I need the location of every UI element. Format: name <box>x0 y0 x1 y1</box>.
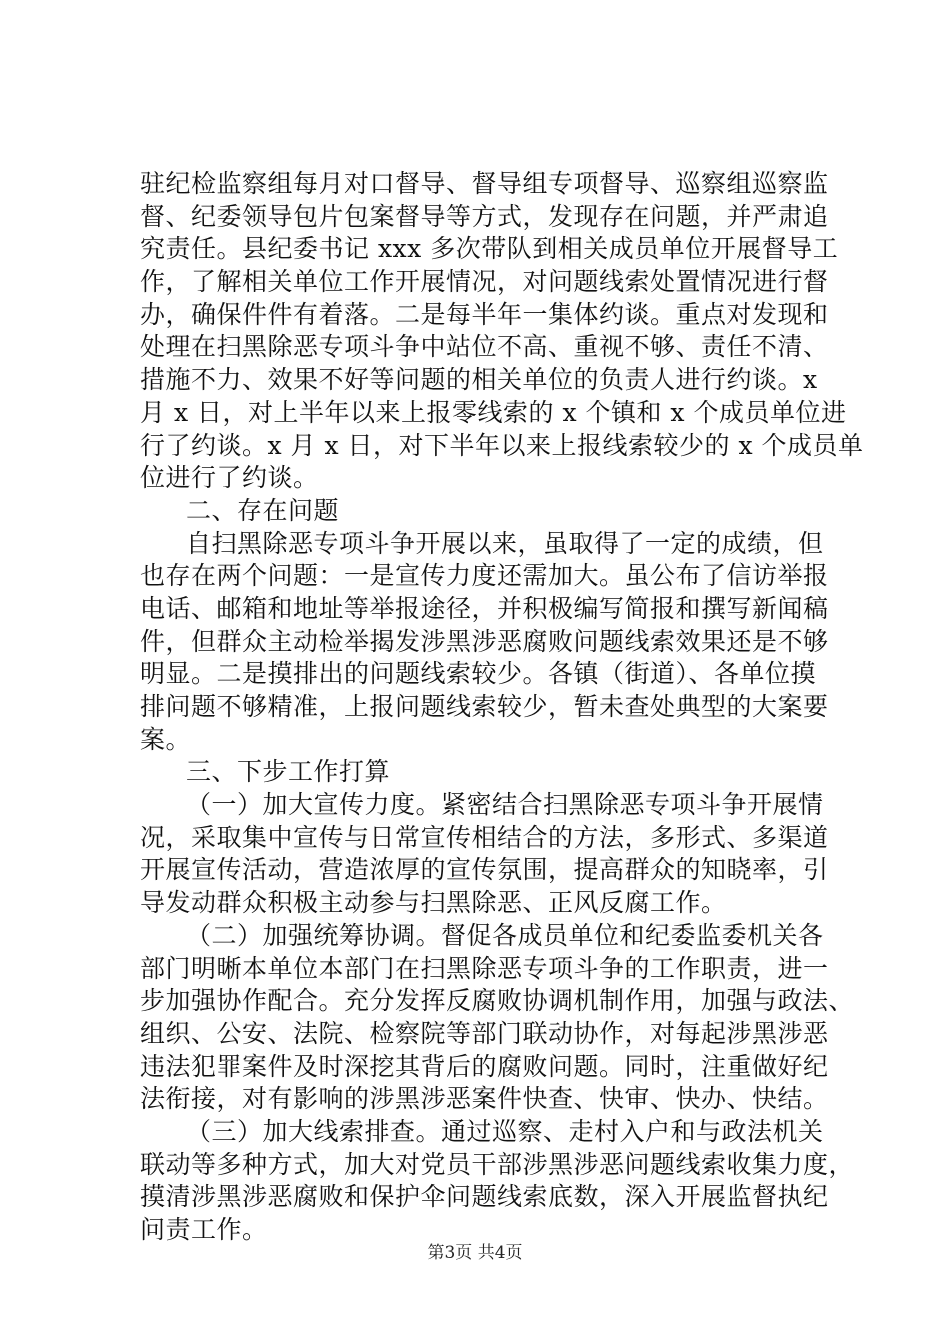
body-line: 组织、公安、法院、检察院等部门联动协作，对每起涉黑涉恶 <box>140 1018 829 1048</box>
body-line: 督、纪委领导包片包案督导等方式，发现存在问题，并严肃追 <box>140 201 829 231</box>
body-line: 也存在两个问题：一是宣传力度还需加大。虽公布了信访举报 <box>140 561 829 591</box>
body-line: 电话、邮箱和地址等举报途径，并积极编写简报和撰写新闻稿 <box>140 593 829 623</box>
body-line: 措施不力、效果不好等问题的相关单位的负责人进行约谈。x <box>140 365 818 395</box>
page-number-footer: 第3页 共4页 <box>427 1243 523 1263</box>
section-heading: 三、下步工作打算 <box>186 757 391 787</box>
section-heading: 二、存在问题 <box>186 495 340 525</box>
body-line: 开展宣传活动，营造浓厚的宣传氛围，提高群众的知晓率，引 <box>140 855 829 885</box>
body-line: 作，了解相关单位工作开展情况，对问题线索处置情况进行督 <box>140 267 829 297</box>
body-line: 问责工作。 <box>140 1215 268 1244</box>
body-line: 案。 <box>140 724 192 754</box>
body-line: 况，采取集中宣传与日常宣传相结合的方法，多形式、多渠道 <box>140 822 829 852</box>
body-line: 违法犯罪案件及时深挖其背后的腐败问题。同时，注重做好纪 <box>140 1051 829 1081</box>
paragraph-first-line: （一）加大宣传力度。紧密结合扫黑除恶专项斗争开展情 <box>186 790 824 820</box>
body-line: 位进行了约谈。 <box>140 463 319 493</box>
body-line: 法衔接，对有影响的涉黑涉恶案件快查、快审、快办、快结。 <box>140 1084 829 1114</box>
body-line: 导发动群众积极主动参与扫黑除恶、正风反腐工作。 <box>140 888 727 918</box>
body-line: 办，确保件件有着落。二是每半年一集体约谈。重点对发现和 <box>140 299 829 329</box>
body-line: 驻纪检监察组每月对口督导、督导组专项督导、巡察组巡察监 <box>140 169 829 198</box>
body-line: 部门明晰本单位本部门在扫黑除恶专项斗争的工作职责，进一 <box>140 953 829 983</box>
paragraph-first-line: 自扫黑除恶专项斗争开展以来，虽取得了一定的成绩，但 <box>186 528 824 558</box>
document-body <box>140 168 864 1247</box>
body-line: 联动等多种方式，加大对党员干部涉黑涉恶问题线索收集力度， <box>140 1149 855 1179</box>
body-line: 处理在扫黑除恶专项斗争中站位不高、重视不够、责任不清、 <box>140 332 829 362</box>
body-line: 摸清涉黑涉恶腐败和保护伞问题线索底数，深入开展监督执纪 <box>140 1182 829 1212</box>
body-line: 步加强协作配合。充分发挥反腐败协调机制作用，加强与政法、 <box>140 986 855 1016</box>
body-line: 件，但群众主动检举揭发涉黑涉恶腐败问题线索效果还是不够 <box>140 626 829 656</box>
body-line: 明显。二是摸排出的问题线索较少。各镇（街道）、各单位摸 <box>140 659 817 689</box>
body-line: 排问题不够精准，上报问题线索较少，暂未查处典型的大案要 <box>140 692 829 721</box>
paragraph-first-line: （三）加大线索排查。通过巡察、走村入户和与政法机关 <box>186 1116 824 1146</box>
body-line: 行了约谈。x 月 x 日，对下半年以来上报线索较少的 x 个成员单 <box>140 430 864 460</box>
body-line: 究责任。县纪委书记 xxx 多次带队到相关成员单位开展督导工 <box>140 234 839 264</box>
paragraph-first-line: （二）加强统筹协调。督促各成员单位和纪委监委机关各 <box>186 920 824 950</box>
body-line: 月 x 日，对上半年以来上报零线索的 x 个镇和 x 个成员单位进 <box>140 397 847 427</box>
